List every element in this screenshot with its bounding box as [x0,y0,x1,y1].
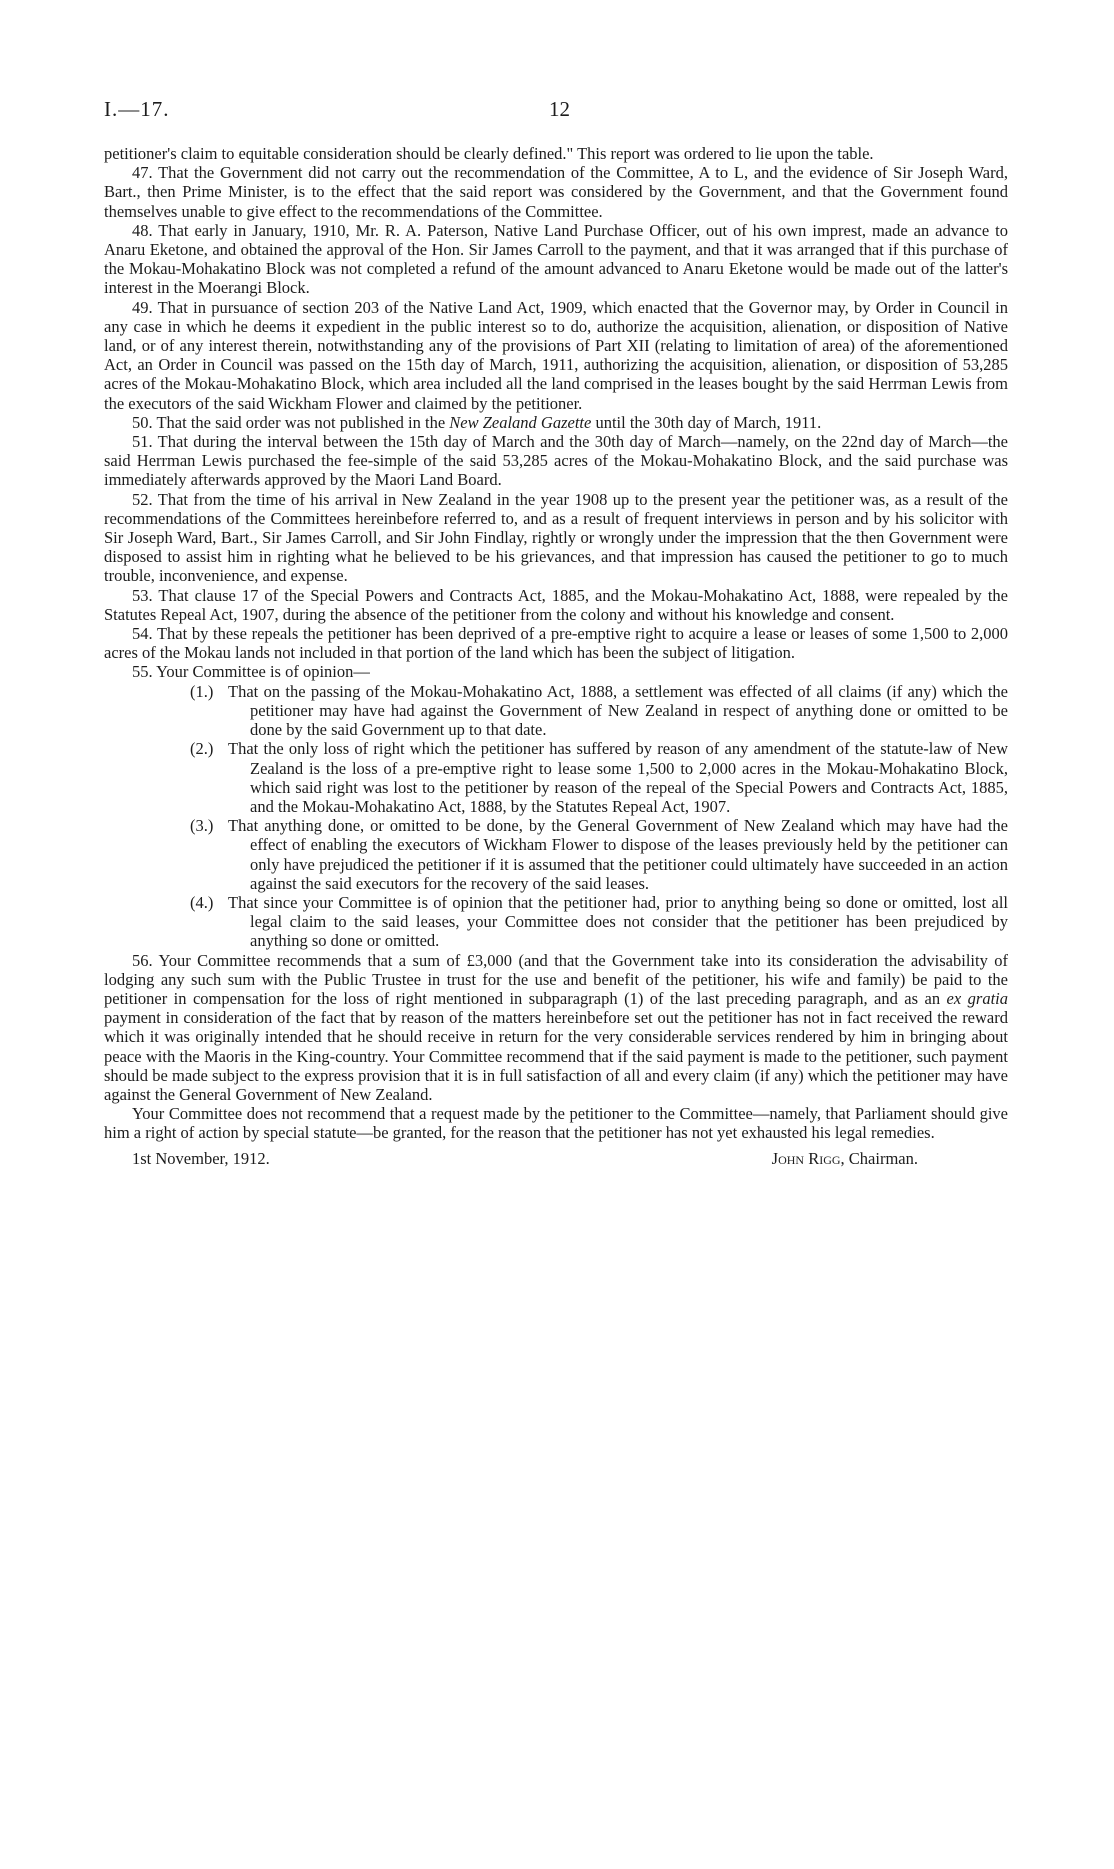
paragraph-48: 48. That early in January, 1910, Mr. R. A. Paterson, Native Land Purchase Officer, out of his own imprest, made an advance to Anaru Eketone, and obtained the approval of the Hon. Sir James Carroll to the payment, and that it was arranged that if this purchase of the Mokau-Mohakatino Block was not completed a refund of the amount advanced to Anaru Eketone would be made out of the latter's interest in the Moerangi Block. [104,220,1008,298]
subparagraph-number: (1.) [190,681,214,701]
document-page [104,97,1008,1168]
subparagraph-number: (2.) [190,739,214,759]
subparagraph-number: (3.) [190,816,214,836]
paragraph-56-text-b: payment in consideration of the fact that by reason of the matters hereinbefore set out the petitioner has not in fact received the reward which it was originally intended that he should receive in return for the very considerable services rendered by him in bringing about peace with the Maoris in the King-country. Your Committee recommend that if the said payment is made to the petitioner, such payment should be made subject to the express provision that it is in full satisfaction of all and every claim (if any) which the petitioner may have against the General Government of New Zealand. [104,1008,1008,1104]
paragraph-47: 47. That the Government did not carry out the recommendation of the Committee, A to L, and the evidence of Sir Joseph Ward, Bart., then Prime Minister, is to the effect that the said report was considered by the Government, and that the Government found themselves unable to give effect to the recommendations of the Committee. [104,163,1008,221]
paragraph-52: 52. That from the time of his arrival in New Zealand in the year 1908 up to the present year the petitioner was, as a result of the recommendations of the Committees hereinbefore referred to, and as a result of frequent interviews in person and by his solicitor with Sir Joseph Ward, Bart., Sir James Carroll, and Sir John Findlay, rightly or wrongly under the impression that the then Government were disposed to assist him in righting what he believed to be his grievances, and that impression has caused the petitioner to go to much trouble, inconvenience, and expense. [104,489,1008,586]
chairman-name: John Rigg [771,1148,841,1168]
report-date: 1st November, 1912. [132,1148,270,1168]
paragraph-50 [104,413,1008,432]
paragraph-50-text-b: until the 30th day of March, 1911. [591,412,822,432]
subparagraph-number: (4.) [190,892,214,912]
gazette-title: New Zealand Gazette [449,412,592,432]
page-header [104,97,1008,144]
paragraph-56 [104,951,1008,1105]
paragraph-continued: petitioner's claim to equitable consideration should be clearly defined." This report was ordered to lie upon the table. [104,144,874,163]
chairman-title: , Chairman. [840,1148,918,1168]
paragraph-55: 55. Your Committee is of opinion— [132,662,370,682]
ex-gratia-italic: ex gratia [946,988,1008,1008]
paragraph-51: 51. That during the interval between the 15th day of March and the 30th day of March—namely, on the 22nd day of March—the said Herrman Lewis purchased the fee-simple of the said 53,285 acres of the Mokau-Mohakatino Block, and the said purchase was immediately afterwards approved by the Maori Land Board. [104,432,1008,490]
paragraph-49: 49. That in pursuance of section 203 of the Native Land Act, 1909, which enacted that the Governor may, by Order in Council in any case in which he deems it expedient in the public interest so to do, authorize the acquisition, alienation, or disposition of Native land, or of any interest therein, notwithstanding any of the provisions of Part XII (relating to limitation of area) of the aforementioned Act, an Order in Council was passed on the 15th day of March, 1911, authorizing the acquisition, alienation, or disposition of 53,285 acres of the Mokau-Mohakatino Block, which area included all the land comprised in the leases bought by the said Herrman Lewis from the executors of the said Wickham Flower and claimed by the petitioner. [104,297,1008,413]
page-number: 12 [549,97,570,121]
date-signature-row [104,1149,1008,1168]
paragraph-53: 53. That clause 17 of the Special Powers and Contracts Act, 1885, and the Mokau-Mohakatino Act, 1888, were repealed by the Statutes Repeal Act, 1907, during the absence of the petitioner from the colony and without his knowledge and consent. [104,585,1008,624]
subparagraph-text: That the only loss of right which the petitioner has suffered by reason of any amendment of the statute-law of New Zealand is the loss of a pre-emptive right to lease some 1,500 to 2,000 acres in the Mokau-Mohakatino Block, which said right was lost to the petitioner by reason of the repeal of the Special Powers and Contracts Act, 1885, and the Mokau-Mohakatino Act, 1888, by the Statutes Repeal Act, 1907. [228,739,1008,816]
subparagraph-3 [190,816,1008,893]
paragraph-56-text-a: 56. Your Committee recommends that a sum of £3,000 (and that the Government take into its consideration the advisability of lodging any such sum with the Public Trustee in trust for the use and benefit of the petitioner, his wife and family) be paid to the petitioner in compensation for the loss of right mentioned in subparagraph (1) of the last preceding paragraph, and as an [104,950,1008,1008]
subparagraph-1 [190,682,1008,740]
subparagraph-text: That anything done, or omitted to be done, by the General Government of New Zealand which may have had the effect of enabling the executors of Wickham Flower to dispose of the leases previously held by the petitioner can only have prejudiced the petitioner if it is assumed that the petitioner could ultimately have succeeded in an action against the said executors for the recovery of the said leases. [228,816,1008,893]
chairman-signature [772,1149,918,1168]
paragraph-50-text-a: 50. That the said order was not published in the [132,412,450,432]
closing-paragraph: Your Committee does not recommend that a request made by the petitioner to the Committee—namely, that Parliament should give him a right of action by special statute—be granted, for the reason that the petitioner has not yet exhausted his legal remedies. [104,1104,1008,1143]
subparagraph-2 [190,739,1008,816]
subparagraph-4 [190,893,1008,951]
subparagraph-text: That since your Committee is of opinion that the petitioner had, prior to anything being so done or omitted, lost all legal claim to the said leases, your Committee does not consider that the petitioner has been prejudiced by anything so done or omitted. [228,892,1008,951]
paper-reference: I.—17. [104,97,170,121]
paragraph-54: 54. That by these repeals the petitioner has been deprived of a pre-emptive right to acquire a lease or leases of some 1,500 to 2,000 acres of the Mokau lands not included in that portion of the land which has been the subject of litigation. [104,624,1008,663]
subparagraph-text: That on the passing of the Mokau-Mohakatino Act, 1888, a settlement was effected of all claims (if any) which the petitioner may have had against the Government of New Zealand in respect of anything done or omitted to be done by the said Government up to that date. [228,681,1008,740]
